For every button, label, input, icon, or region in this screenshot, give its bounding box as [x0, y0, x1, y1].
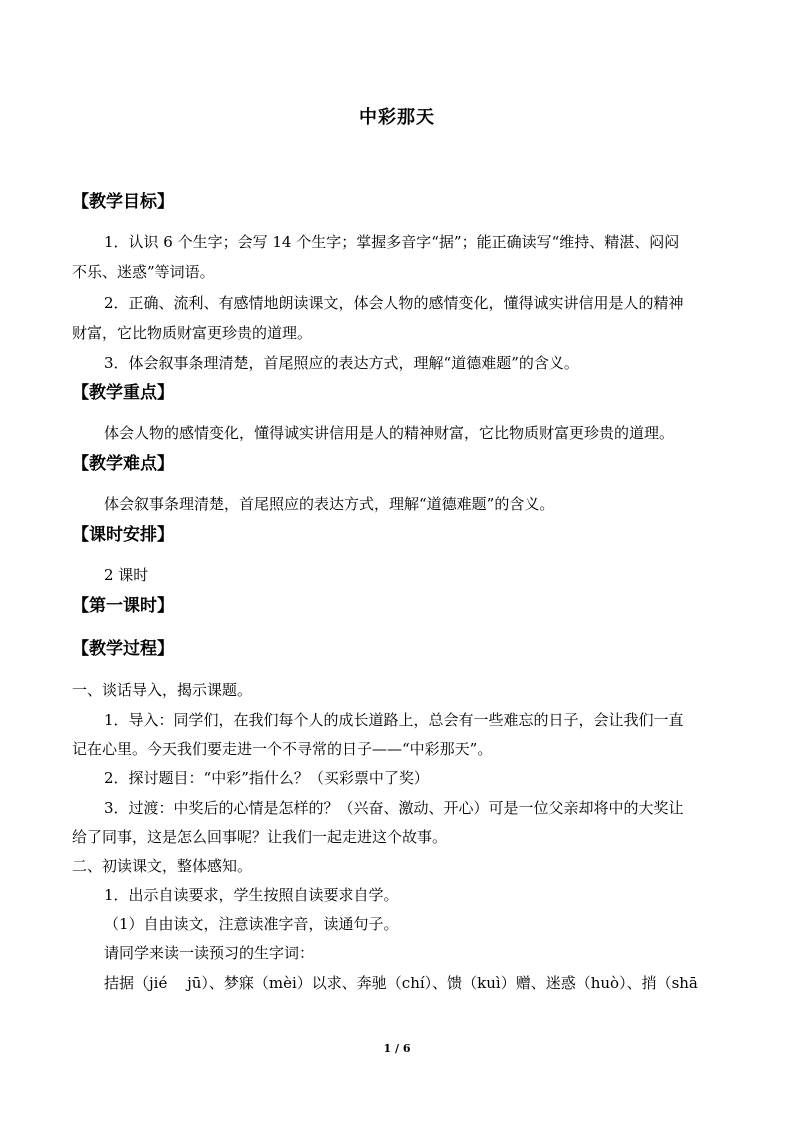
goal-line-2: 不乐、迷惑”等词语。 — [72, 263, 215, 281]
process-line-1: 一、谈话导入，揭示课题。 — [72, 681, 253, 699]
process-line-3: 记在心里。今天我们要走进一个不寻常的日子——“中彩那天”。 — [72, 740, 493, 758]
goal-line-4: 财富，它比物质财富更珍贵的道理。 — [72, 324, 313, 342]
goal-line-3: 2．正确、流利、有感情地朗读课文，体会人物的感情变化，懂得诚实讲信用是人的精神 — [104, 294, 684, 312]
key-heading: 【教学重点】 — [72, 383, 174, 403]
first-lesson-heading: 【第一课时】 — [72, 596, 174, 616]
key-text: 体会人物的感情变化，懂得诚实讲信用是人的精神财富，它比物质财富更珍贵的道理。 — [104, 424, 675, 442]
process-line-10: 请同学来读一读预习的生字词： — [104, 944, 315, 962]
difficulty-heading: 【教学难点】 — [72, 454, 174, 474]
process-line-9: （1）自由读文，注意读准字音，读通句子。 — [104, 915, 399, 933]
schedule-heading: 【课时安排】 — [72, 525, 174, 545]
process-line-8: 1．出示自读要求，学生按照自读要求自学。 — [104, 886, 399, 904]
process-heading: 【教学过程】 — [72, 639, 174, 659]
page-title: 中彩那天 — [359, 107, 435, 128]
goal-line-1: 1．认识 6 个生字；会写 14 个生字；掌握多音字“据”；能正确读写“维持、精湛、闷闷 — [104, 233, 680, 251]
difficulty-text: 体会叙事条理清楚，首尾照应的表达方式，理解“道德难题”的含义。 — [104, 495, 555, 513]
page-indicator: 1 / 6 — [383, 1042, 411, 1055]
process-line-2: 1．导入：同学们，在我们每个人的成长道路上，总会有一些难忘的日子，会让我们一直 — [104, 711, 684, 729]
process-line-6: 给了同事，这是怎么回事呢？让我们一起走进这个故事。 — [72, 828, 448, 846]
process-line-4: 2．探讨题目：“中彩”指什么？（买彩票中了奖） — [104, 769, 429, 787]
schedule-text: 2 课时 — [104, 566, 149, 584]
goal-line-5: 3．体会叙事条理清楚，首尾照应的表达方式，理解“道德难题”的含义。 — [104, 354, 579, 372]
goals-heading: 【教学目标】 — [72, 192, 174, 212]
process-line-5: 3．过渡：中奖后的心情是怎样的？（兴奋、激动、开心）可是一位父亲却将中的大奖让 — [104, 799, 684, 817]
process-line-11: 拮据（jié jū）、梦寐（mèi）以求、奔驰（chí）、馈（kuì）赠、迷惑（huò）、捎（shā — [104, 974, 698, 992]
process-line-7: 二、初读课文，整体感知。 — [72, 857, 253, 875]
